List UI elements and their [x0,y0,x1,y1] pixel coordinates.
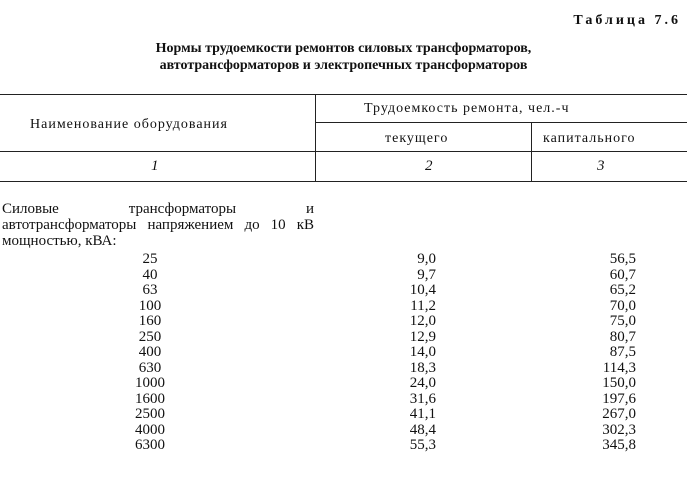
column-divider-1 [315,94,316,181]
power-cell: 630 [138,359,162,376]
group-header-rule [316,122,687,123]
current-repair-cell: 12,0 [409,313,436,329]
capital-repair-cell: 70,0 [609,297,636,314]
current-repair-cell: 11,2 [410,297,436,314]
table-row [0,438,687,454]
capital-repair-cell: 302,3 [602,421,636,438]
capital-repair-cell: 197,6 [602,390,636,407]
caption-line-1: Нормы трудоемкости ремонтов силовых трансформаторов, [155,41,532,56]
table-row [0,268,687,284]
table-row [0,283,687,299]
table-row [0,299,687,315]
table-row [0,423,687,439]
table-caption [0,40,687,74]
current-repair-cell: 9,7 [417,266,436,283]
power-cell: 250 [138,328,162,345]
current-repair-cell: 48,4 [409,421,436,438]
table-body [0,252,687,454]
table-top-rule [0,94,687,95]
current-repair-cell: 12,9 [409,328,436,345]
capital-repair-cell: 80,7 [609,328,636,345]
table-row [0,376,687,392]
number-row-rule [0,181,687,182]
current-repair-cell: 9,0 [417,251,436,267]
table-row [0,330,687,346]
table-row [0,392,687,408]
column-number-1: 1 [151,158,159,174]
power-cell: 4000 [135,421,165,438]
table-row [0,407,687,423]
capital-repair-cell: 56,5 [609,251,636,267]
capital-repair-cell: 114,3 [602,359,636,376]
current-repair-cell: 14,0 [409,344,436,360]
column-group-header-labor: Трудоемкость ремонта, чел.-ч [364,101,570,116]
capital-repair-cell: 150,0 [602,375,636,391]
column-header-capital: капитального [543,131,636,146]
column-number-2: 2 [425,158,433,174]
table-label: Таблица 7.6 [573,13,681,28]
capital-repair-cell: 75,0 [609,313,636,329]
power-cell: 6300 [135,437,165,453]
power-cell: 63 [142,282,158,298]
current-repair-cell: 41,1 [409,406,436,422]
capital-repair-cell: 65,2 [609,282,636,298]
capital-repair-cell: 60,7 [609,266,636,283]
capital-repair-cell: 345,8 [602,437,636,453]
column-number-3: 3 [597,158,605,174]
power-cell: 1600 [135,390,165,407]
power-cell: 25 [142,251,158,267]
column-header-current: текущего [385,131,449,146]
table-row [0,345,687,361]
header-rule [0,151,687,152]
power-cell: 160 [138,313,162,329]
table-row [0,252,687,268]
current-repair-cell: 18,3 [409,359,436,376]
power-cell: 100 [138,297,162,314]
column-header-equipment: Наименование оборудования [30,117,228,132]
current-repair-cell: 31,6 [409,390,436,407]
column-divider-2 [531,122,532,181]
power-cell: 1000 [135,375,165,391]
current-repair-cell: 55,3 [409,437,436,453]
power-cell: 40 [142,266,158,283]
power-cell: 2500 [135,406,165,422]
section-description: Силовые трансформаторы и автотрансформаторы напряжением до 10 кВ мощностью, кВА: [2,201,314,249]
caption-line-2: автотрансформаторов и электропечных трансформаторов [159,58,528,73]
capital-repair-cell: 87,5 [609,344,636,360]
capital-repair-cell: 267,0 [602,406,636,422]
current-repair-cell: 24,0 [409,375,436,391]
table-row [0,361,687,377]
power-cell: 400 [138,344,162,360]
current-repair-cell: 10,4 [409,282,436,298]
table-row [0,314,687,330]
